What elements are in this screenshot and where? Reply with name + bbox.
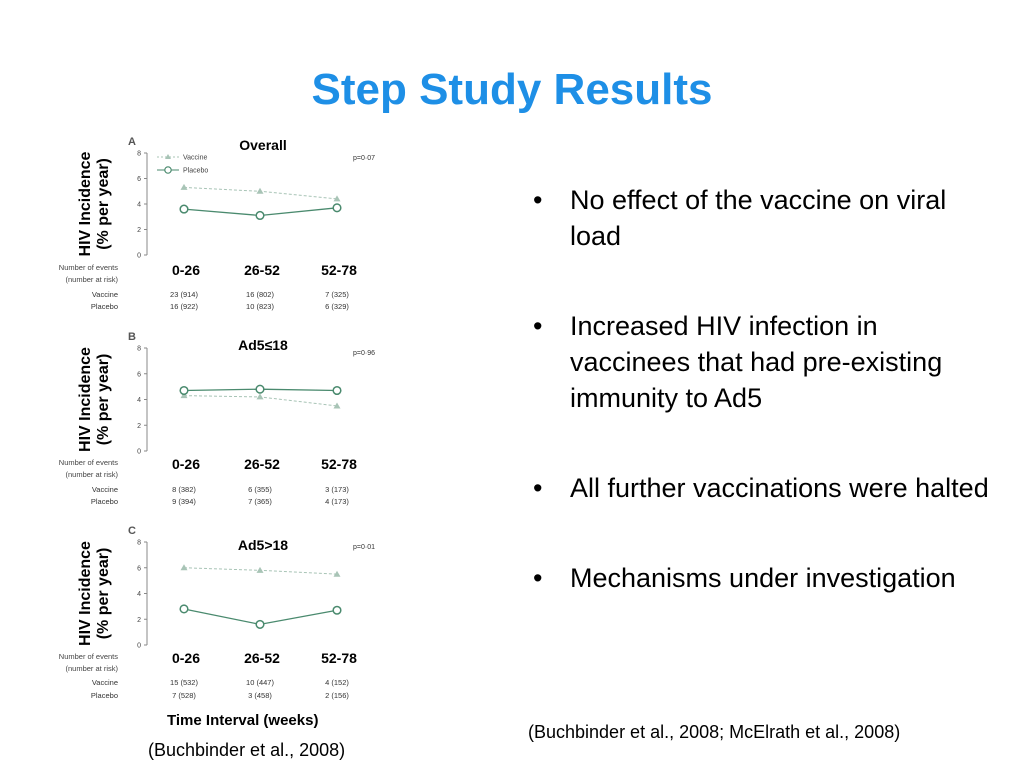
y-tick-label: 6 bbox=[137, 565, 141, 573]
y-tick-label: 6 bbox=[137, 176, 141, 183]
events-subheader: (number at risk) bbox=[65, 275, 118, 284]
y-tick-label: 8 bbox=[137, 345, 141, 353]
bullet-item bbox=[533, 182, 1003, 254]
y-tick-label: 0 bbox=[137, 252, 141, 260]
y-axis-label: (% per year) bbox=[95, 158, 112, 250]
vaccine-events-cell: 3 (173) bbox=[325, 485, 349, 494]
y-axis-label: (% per year) bbox=[95, 353, 112, 446]
x-category-label: 0-26 bbox=[171, 456, 201, 472]
bullet-text: Increased HIV infection in vaccinees that had pre-existing immunity to Ad5 bbox=[570, 311, 943, 413]
vaccine-row-label: Vaccine bbox=[91, 485, 118, 494]
placebo-data-point bbox=[333, 387, 341, 395]
events-header: Number of events bbox=[58, 458, 118, 467]
y-tick-label: 2 bbox=[137, 227, 141, 234]
x-category-label: 26-52 bbox=[244, 456, 280, 472]
slide-title: Step Study Results bbox=[311, 65, 713, 114]
chart-panel-a bbox=[59, 136, 375, 311]
chart-panel-c bbox=[59, 525, 375, 700]
y-tick-label: 0 bbox=[137, 642, 141, 650]
legend-vaccine-label: Vaccine bbox=[183, 154, 208, 162]
panel-letter: B bbox=[128, 331, 136, 343]
bullet-item bbox=[533, 560, 1003, 596]
vaccine-events-cell: 23 (914) bbox=[170, 290, 198, 299]
bullet-marker: • bbox=[533, 473, 543, 503]
y-tick-label: 8 bbox=[137, 539, 141, 547]
placebo-data-point bbox=[256, 385, 264, 393]
y-axis-label: (% per year) bbox=[95, 547, 112, 640]
y-tick-label: 6 bbox=[137, 371, 141, 379]
slide-reference: (Buchbinder et al., 2008; McElrath et al., 2008) bbox=[528, 722, 901, 742]
vaccine-data-point bbox=[181, 184, 188, 190]
panel-letter: A bbox=[128, 136, 136, 148]
p-value: p=0·96 bbox=[353, 350, 375, 357]
y-tick-label: 2 bbox=[137, 616, 141, 624]
placebo-events-cell: 10 (823) bbox=[246, 302, 274, 311]
events-header: Number of events bbox=[58, 652, 118, 661]
x-category-label: 26-52 bbox=[244, 650, 280, 666]
p-value: p=0·01 bbox=[353, 544, 375, 551]
y-tick-label: 8 bbox=[137, 150, 141, 158]
x-category-label: 26-52 bbox=[244, 262, 280, 278]
bullet-item bbox=[533, 470, 1003, 506]
vaccine-events-cell: 16 (802) bbox=[246, 290, 274, 299]
y-tick-label: 4 bbox=[137, 591, 141, 598]
vaccine-events-cell: 6 (355) bbox=[248, 485, 272, 494]
x-category-label: 52-78 bbox=[321, 262, 357, 278]
y-axis-label: HIV Incidence bbox=[77, 151, 94, 257]
placebo-row-label: Placebo bbox=[90, 497, 118, 506]
events-subheader: (number at risk) bbox=[65, 664, 118, 673]
placebo-events-cell: 16 (922) bbox=[170, 302, 198, 311]
placebo-events-cell: 6 (329) bbox=[325, 302, 349, 311]
legend-placebo-label: Placebo bbox=[183, 167, 209, 175]
y-tick-label: 4 bbox=[137, 201, 141, 209]
placebo-data-point bbox=[180, 605, 188, 613]
x-category-label: 0-26 bbox=[171, 262, 201, 278]
events-header: Number of events bbox=[58, 263, 118, 272]
y-tick-label: 2 bbox=[137, 422, 141, 430]
p-value: p=0·07 bbox=[353, 155, 375, 162]
y-axis-label: HIV Incidence bbox=[77, 347, 94, 452]
placebo-events-cell: 9 (394) bbox=[172, 497, 196, 506]
chart-subtitle: Ad5≤18 bbox=[238, 337, 288, 353]
vaccine-events-cell: 15 (532) bbox=[170, 678, 198, 687]
vaccine-data-point bbox=[257, 393, 264, 399]
vaccine-events-cell: 8 (382) bbox=[172, 485, 196, 494]
x-category-label: 0-26 bbox=[171, 650, 201, 666]
bullet-text: Mechanisms under investigation bbox=[570, 563, 956, 593]
vaccine-events-cell: 7 (325) bbox=[325, 290, 349, 299]
x-axis-title: Time Interval (weeks) bbox=[167, 712, 319, 729]
placebo-row-label: Placebo bbox=[90, 302, 118, 311]
events-subheader: (number at risk) bbox=[65, 470, 118, 479]
placebo-events-cell: 4 (173) bbox=[325, 497, 349, 506]
placebo-data-point bbox=[256, 621, 264, 629]
x-category-label: 52-78 bbox=[321, 456, 357, 472]
bullet-marker: • bbox=[533, 185, 543, 215]
figure-reference: (Buchbinder et al., 2008) bbox=[148, 740, 346, 760]
placebo-data-point bbox=[180, 205, 188, 213]
placebo-events-cell: 2 (156) bbox=[325, 691, 349, 700]
bullet-item bbox=[533, 308, 1003, 416]
vaccine-data-point bbox=[257, 188, 264, 194]
vaccine-data-point bbox=[257, 567, 264, 573]
bullet-marker: • bbox=[533, 311, 543, 341]
bullet-marker: • bbox=[533, 563, 543, 593]
vaccine-row-label: Vaccine bbox=[91, 290, 118, 299]
chart-panel-b bbox=[59, 331, 375, 506]
placebo-events-cell: 3 (458) bbox=[248, 691, 272, 700]
placebo-data-point bbox=[256, 212, 264, 220]
panel-letter: C bbox=[128, 525, 136, 537]
incidence-charts bbox=[0, 0, 520, 712]
bullet-list bbox=[533, 182, 1003, 650]
vaccine-events-cell: 10 (447) bbox=[246, 678, 274, 687]
chart-subtitle: Ad5>18 bbox=[237, 537, 289, 553]
chart-subtitle: Overall bbox=[239, 137, 287, 153]
legend-placebo-marker bbox=[165, 167, 171, 173]
bullet-text: No effect of the vaccine on viral load bbox=[570, 185, 947, 251]
vaccine-data-point bbox=[181, 564, 188, 570]
x-category-label: 52-78 bbox=[321, 650, 357, 666]
placebo-data-point bbox=[333, 204, 341, 212]
placebo-events-cell: 7 (365) bbox=[248, 497, 272, 506]
y-tick-label: 4 bbox=[137, 397, 141, 404]
placebo-data-point bbox=[180, 387, 188, 395]
bullet-text: All further vaccinations were halted bbox=[570, 473, 989, 503]
y-axis-label: HIV Incidence bbox=[77, 541, 94, 646]
vaccine-row-label: Vaccine bbox=[91, 678, 118, 687]
placebo-events-cell: 7 (528) bbox=[172, 691, 196, 700]
placebo-row-label: Placebo bbox=[90, 691, 118, 700]
y-tick-label: 0 bbox=[137, 448, 141, 456]
vaccine-events-cell: 4 (152) bbox=[325, 678, 349, 687]
placebo-data-point bbox=[333, 606, 341, 614]
